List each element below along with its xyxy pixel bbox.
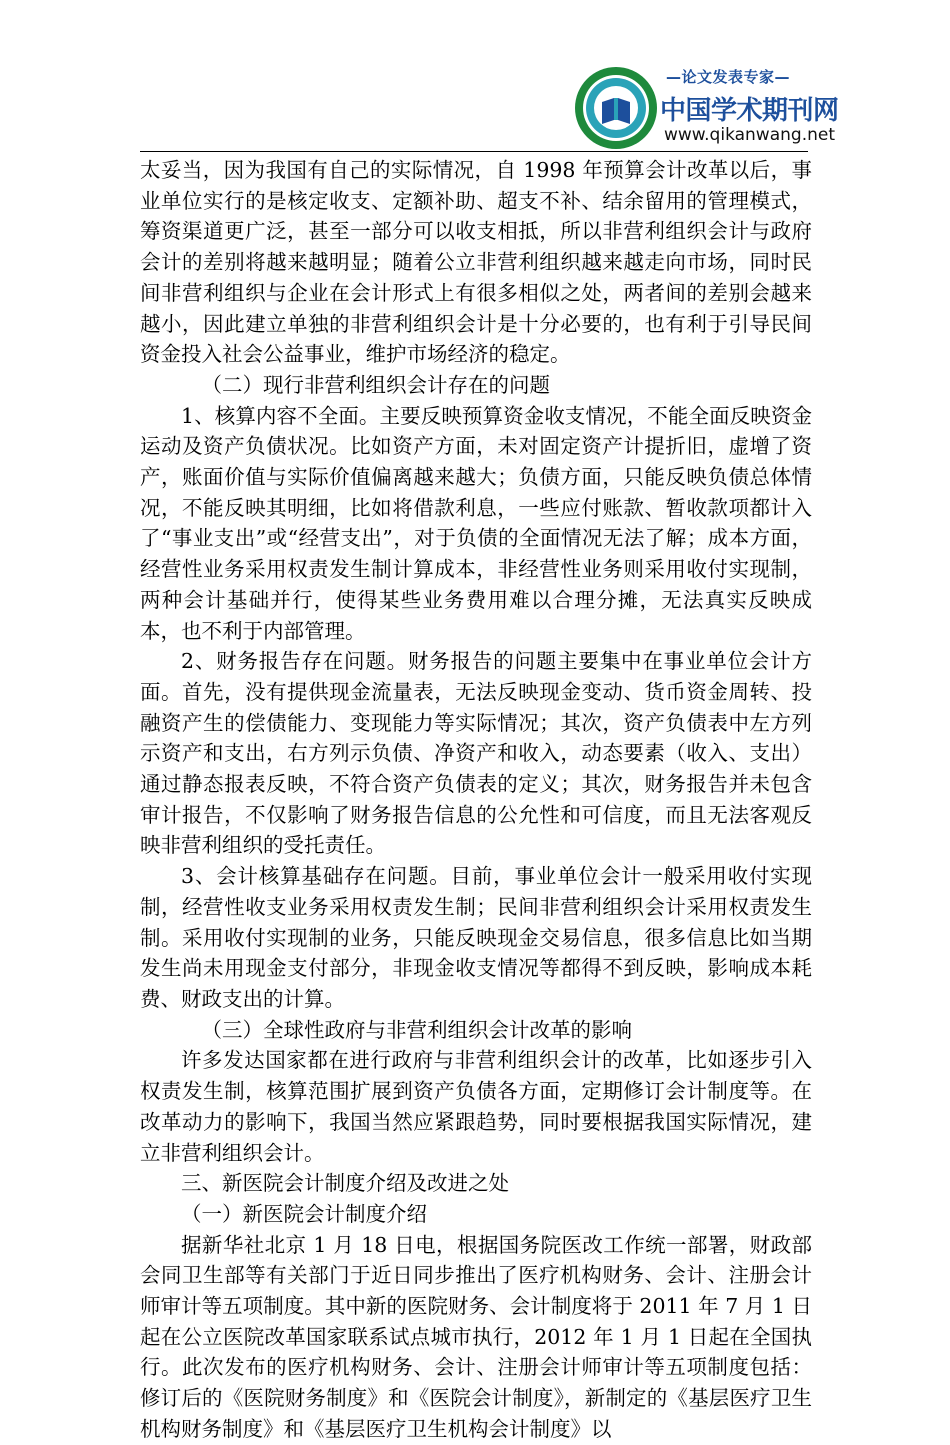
header-divider	[140, 151, 808, 152]
paragraph: 2、财务报告存在问题。财务报告的问题主要集中在事业单位会计方面。首先，没有提供现金流量表，无法反映现金变动、货币资金周转、投融资产生的偿债能力、变现能力等实际情况；其次，资产负债表中左方列示资产和支出，右方列示负债、净资产和收入，动态要素（收入、支出）通过静态报表反映，不符合资产负债表的定义；其次，财务报告并未包含审计报告，不仅影响了财务报告信息的公允性和可信度，而且无法客观反映非营利组织的受托责任。	[140, 649, 812, 858]
section-heading: （一）新医院会计制度介绍	[181, 1201, 427, 1226]
section-heading: 三、新医院会计制度介绍及改进之处	[181, 1171, 509, 1196]
paragraph: 许多发达国家都在进行政府与非营利组织会计的改革，比如逐步引入权责发生制，核算范围扩展到资产负债各方面，定期修订会计制度等。在改革动力的影响下，我国当然应紧跟趋势，同时要根据我国实际情况，建立非营利组织会计。	[140, 1048, 812, 1165]
brand-slogan: —论文发表专家—	[666, 68, 791, 86]
brand-url: www.qikanwang.net	[664, 125, 835, 145]
paragraph: 1、核算内容不全面。主要反映预算资金收支情况，不能全面反映资金运动及资产负债状况。比如资产方面，未对固定资产计提折旧，虚增了资产，账面价值与实际价值偏离越来越大；负债方面，只能反映负债总体情况，不能反映其明细，比如将借款利息，一些应付账款、暂收款项都计入了“事业支出”或“经营支出”，对于负债的全面情况无法了解；成本方面，经营性业务采用权责发生制计算成本，非经营性业务则采用收付实现制，两种会计基础并行，使得某些业务费用难以合理分摊，无法真实反映成本，也不利于内部管理。	[140, 403, 812, 643]
paragraph: 3、会计核算基础存在问题。目前，事业单位会计一般采用收付实现制，经营性收支业务采用权责发生制；民间非营利组织会计采用权责发生制。采用收付实现制的业务，只能反映现金交易信息，很多信息比如当期发生尚未用现金支付部分，非现金收支情况等都得不到反映，影响成本耗费、财政支出的计算。	[140, 864, 812, 1011]
seal-logo-icon	[574, 66, 658, 150]
brand-name: 中国学术期刊网	[660, 96, 839, 126]
paragraph: 太妥当，因为我国有自己的实际情况，自 1998 年预算会计改革以后，事业单位实行的是核定收支、定额补助、超支不补、结余留用的管理模式，筹资渠道更广泛，甚至一部分可以收支相抵，所以非营利组织会计与政府会计的差别将越来越明显；随着公立非营利组织越来越走向市场，同时民间非营利组织与企业在会计形式上有很多相似之处，两者间的差别会越来越小，因此建立单独的非营利组织会计是十分必要的，也有利于引导民间资金投入社会公益事业，维护市场经济的稳定。	[140, 158, 812, 367]
article-body	[140, 155, 812, 1445]
paragraph: 据新华社北京 1 月 18 日电，根据国务院医改工作统一部署，财政部会同卫生部等有关部门于近日同步推出了医疗机构财务、会计、注册会计师审计等五项制度。其中新的医院财务、会计制度将于 2011 年 7 月 1 日起在公立医院改革国家联系试点城市执行，2012 年 1 月 1 日起在全国执行。此次发布的医疗机构财务、会计、注册会计师审计等五项制度包括：修订后的《医院财务制度》和《医院会计制度》，新制定的《基层医疗卫生机构财务制度》和《基层医疗卫生机构会计制度》以	[140, 1232, 812, 1441]
section-heading: （三）全球性政府与非营利组织会计改革的影响	[201, 1017, 632, 1042]
page-header	[0, 0, 950, 160]
section-heading: （二）现行非营利组织会计存在的问题	[201, 372, 550, 397]
